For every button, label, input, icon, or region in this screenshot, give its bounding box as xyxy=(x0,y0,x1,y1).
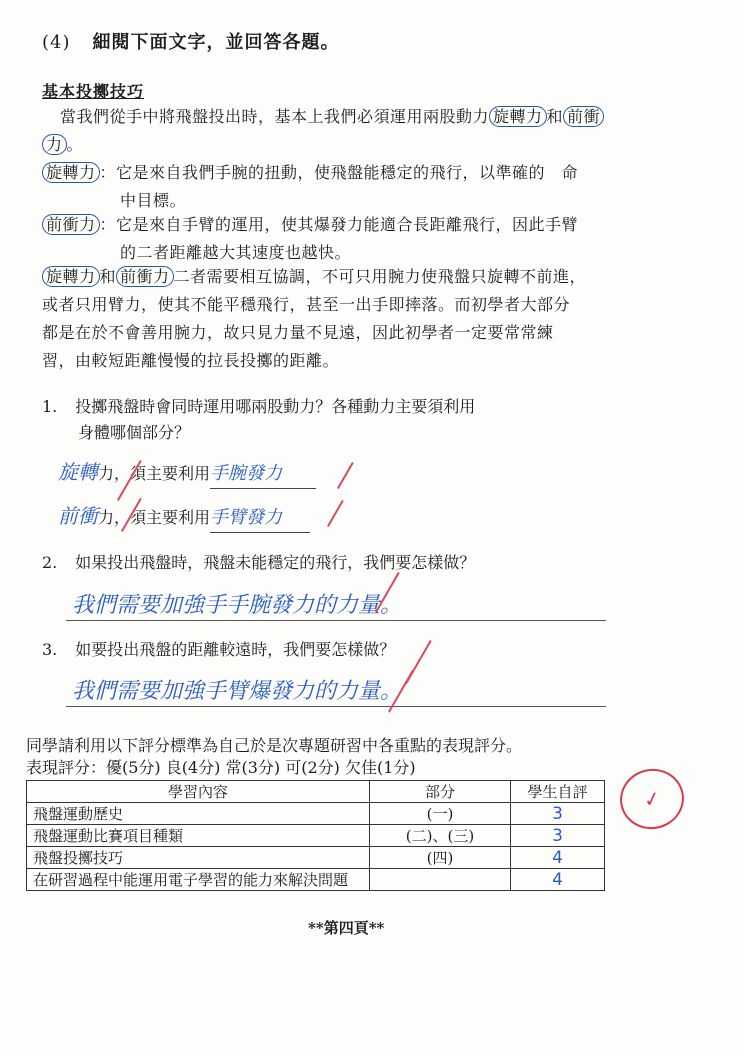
evaluation-intro: 同學請利用以下評分標準為自己於是次專題研習中各重點的表現評分。 xyxy=(26,736,523,755)
intro-text: 當我們從手中將飛盤投出時，基本上我們必須運用兩股動力 xyxy=(60,107,490,126)
handwritten-term: 前衝 xyxy=(58,504,98,528)
intro-term-forward-end: 力 xyxy=(42,134,67,155)
table-cell-score: 4 xyxy=(511,869,605,891)
definition-term: 旋轉力 xyxy=(42,162,100,183)
combined-line-3: 都是在於不會善用腕力，故只見力量不見遠，因此初學者一定要常常練 xyxy=(42,323,554,342)
definition-forward-cont: 的二者距離越大其速度也越快。 xyxy=(120,243,352,262)
combined-and: 和 xyxy=(99,267,117,286)
question-number: 3. xyxy=(42,640,58,659)
handwritten-answer: 手臂發力 xyxy=(210,504,310,533)
q1-answer-rotation xyxy=(58,458,316,489)
table-cell-content: 飛盤運動歷史 xyxy=(27,803,370,825)
table-cell-part: (二)、(三) xyxy=(370,825,511,847)
table-cell-content: 飛盤投擲技巧 xyxy=(27,847,370,869)
intro-line-2 xyxy=(42,131,83,159)
intro-term-forward: 前衝 xyxy=(563,106,604,127)
table-row xyxy=(27,825,605,847)
table-row xyxy=(27,847,605,869)
definition-text: 它是來自我們手腕的扭動，使飛盤能穩定的飛行，以準確的 命 xyxy=(116,163,579,182)
definition-rotation-cont: 中目標。 xyxy=(120,191,187,210)
handwritten-term: 旋轉 xyxy=(58,460,98,484)
section-number: (4) xyxy=(42,32,71,53)
table-cell-part xyxy=(370,869,511,891)
answer-line xyxy=(66,620,606,621)
table-row xyxy=(27,869,605,891)
question-number: 1. xyxy=(42,397,58,416)
handwritten-answer: 手腕發力 xyxy=(210,460,316,489)
answer-line xyxy=(66,706,606,707)
q1-answer-forward xyxy=(58,502,310,533)
section-heading xyxy=(42,28,340,54)
question-text: 如果投出飛盤時，飛盤未能穩定的飛行，我們要怎樣做？ xyxy=(75,553,476,572)
table-cell-part: (四) xyxy=(370,847,511,869)
question-text: 如要投出飛盤的距離較遠時，我們要怎樣做？ xyxy=(75,640,396,659)
definition-sep: ： xyxy=(99,215,117,234)
table-header: 學生自評 xyxy=(511,781,605,803)
question-3 xyxy=(42,636,395,664)
teacher-stamp-icon: ✓ xyxy=(614,763,689,835)
question-text: 投擲飛盤時會同時運用哪兩股動力？各種動力主要須利用 xyxy=(75,397,476,416)
table-row xyxy=(27,803,605,825)
section-subtitle: 基本投擲技巧 xyxy=(42,82,145,101)
intro-and: 和 xyxy=(546,107,564,126)
printed-prompt: 力，須主要利用 xyxy=(98,464,211,483)
question-number: 2. xyxy=(42,553,58,572)
combined-line-4: 習，由較短距離慢慢的拉長投擲的距離。 xyxy=(42,351,340,370)
combined-line-2: 或者只用臂力，使其不能平穩飛行，甚至一出手即摔落。而初學者大部分 xyxy=(42,295,571,314)
printed-prompt: 力，須主要利用 xyxy=(98,508,211,527)
intro-period: 。 xyxy=(66,135,84,154)
definition-text: 它是來自手臂的運用，使其爆發力能適合長距離飛行，因此手臂 xyxy=(116,215,579,234)
table-header: 部分 xyxy=(370,781,511,803)
red-check-mark xyxy=(327,500,344,527)
table-cell-score: 3 xyxy=(511,825,605,847)
evaluation-scale: 表現評分：優(5分) 良(4分) 常(3分) 可(2分) 欠佳(1分) xyxy=(26,758,416,777)
page-footer: **第四頁** xyxy=(308,919,385,937)
combined-text: 二者需要相互協調，不可只用腕力使飛盤只旋轉不前進， xyxy=(173,267,587,286)
table-cell-score: 3 xyxy=(511,803,605,825)
table-header-row xyxy=(27,781,605,803)
table-cell-part: (一) xyxy=(370,803,511,825)
table-cell-content: 在研習過程中能運用電子學習的能力來解決問題 xyxy=(27,869,370,891)
definition-sep: ： xyxy=(99,163,117,182)
q3-handwritten-answer: 我們需要加強手臂爆發力的力量。 xyxy=(72,679,403,704)
definition-term: 前衝力 xyxy=(42,214,100,235)
definition-forward xyxy=(42,211,578,239)
question-1 xyxy=(42,393,475,421)
combined-term-forward: 前衝力 xyxy=(116,266,174,287)
intro-term-rotation: 旋轉力 xyxy=(489,106,547,127)
evaluation-table xyxy=(26,780,605,891)
question-1-cont: 身體哪個部分？ xyxy=(78,423,191,442)
combined-term-rotation: 旋轉力 xyxy=(42,266,100,287)
table-header: 學習內容 xyxy=(27,781,370,803)
intro-line-1 xyxy=(60,103,604,131)
table-cell-content: 飛盤運動比賽項目種類 xyxy=(27,825,370,847)
table-cell-score: 4 xyxy=(511,847,605,869)
combined-line-1 xyxy=(42,263,586,291)
definition-rotation xyxy=(42,159,578,187)
question-2 xyxy=(42,549,475,577)
section-instruction: 細閱下面文字，並回答各題。 xyxy=(92,32,340,53)
q2-handwritten-answer: 我們需要加強手手腕發力的力量。 xyxy=(72,593,403,618)
red-check-mark xyxy=(337,462,354,489)
